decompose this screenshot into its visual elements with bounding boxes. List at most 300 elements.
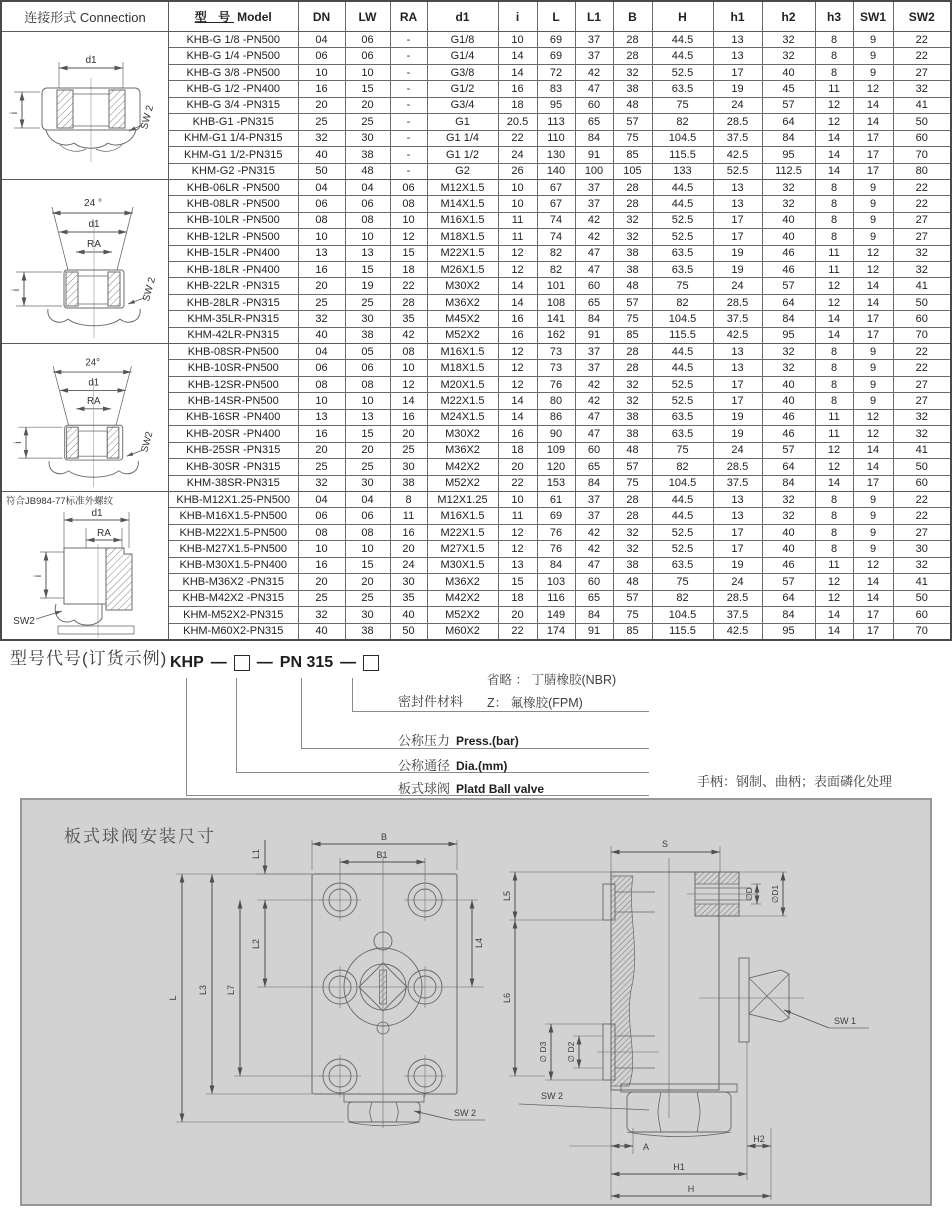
value-cell: 14	[390, 393, 427, 409]
value-cell: 17	[713, 541, 762, 557]
value-cell: 12	[815, 278, 853, 294]
value-cell: M16X1.5	[427, 212, 498, 228]
value-cell: 38	[345, 327, 390, 343]
model-cell: KHB-10SR-PN500	[169, 360, 298, 376]
value-cell: M12X1.25	[427, 492, 498, 508]
table-row	[169, 32, 950, 48]
value-cell: 41	[893, 278, 950, 294]
value-cell: 30	[345, 311, 390, 327]
value-cell: 104.5	[652, 311, 713, 327]
table-row	[169, 541, 950, 557]
value-cell: 05	[345, 344, 390, 360]
model-cell: KHM-35LR-PN315	[169, 311, 298, 327]
value-cell: M52X2	[427, 607, 498, 623]
table-row	[169, 294, 950, 310]
value-cell: 25	[298, 590, 345, 606]
value-cell: 08	[345, 212, 390, 228]
model-cell: KHB-M22X1.5-PN500	[169, 524, 298, 540]
valve-type-label: 板式球阀 Platd Ball valve	[398, 781, 545, 796]
value-cell: 38	[613, 426, 652, 442]
value-cell: 17	[853, 130, 893, 146]
value-cell: 24	[713, 574, 762, 590]
value-cell: 14	[853, 97, 893, 113]
dim-label-sw2: SW2	[13, 616, 35, 627]
value-cell: 8	[815, 64, 853, 80]
value-cell: 20	[498, 459, 537, 475]
value-cell: 57	[613, 294, 652, 310]
value-cell: 91	[575, 147, 613, 163]
col-header-h: H	[652, 2, 713, 31]
side-dim-D3: ∅ D3	[538, 1041, 548, 1063]
value-cell: 42	[390, 327, 427, 343]
value-cell: 28	[613, 492, 652, 508]
value-cell: 24	[713, 97, 762, 113]
dim-label-angle: 24°	[85, 357, 101, 369]
dim-label-ra: RA	[86, 395, 101, 407]
value-cell: 32	[613, 376, 652, 392]
value-cell: 32	[613, 212, 652, 228]
value-cell: 9	[853, 508, 893, 524]
value-cell: 14	[498, 48, 537, 64]
value-cell: M14X1.5	[427, 196, 498, 212]
value-cell: 69	[537, 32, 575, 48]
value-cell: 9	[853, 64, 893, 80]
value-cell: 10	[390, 360, 427, 376]
value-cell: -	[390, 147, 427, 163]
value-cell: M30X1.5	[427, 557, 498, 573]
value-cell: 22	[893, 180, 950, 196]
value-cell: 8	[815, 360, 853, 376]
value-cell: 25	[298, 459, 345, 475]
value-cell: 25	[298, 294, 345, 310]
model-cell: KHM-42LR-PN315	[187, 329, 280, 342]
table-row	[169, 311, 950, 327]
value-cell: 20	[390, 541, 427, 557]
value-cell: 11	[390, 508, 427, 524]
spec-header-row	[2, 2, 950, 32]
value-cell: 38	[390, 475, 427, 491]
value-cell: M18X1.5	[427, 360, 498, 376]
value-cell: 50	[893, 590, 950, 606]
value-cell: 63.5	[652, 81, 713, 97]
col-header-h1: h1	[713, 2, 762, 31]
value-cell: 10	[298, 541, 345, 557]
table-row	[169, 442, 950, 458]
value-cell: 85	[613, 147, 652, 163]
value-cell: M26X1.5	[427, 261, 498, 277]
value-cell: 17	[853, 607, 893, 623]
side-dim-H2: H2	[753, 1134, 765, 1144]
value-cell: 84	[575, 607, 613, 623]
value-cell: 14	[853, 574, 893, 590]
value-cell: 41	[893, 574, 950, 590]
value-cell: 14	[853, 459, 893, 475]
value-cell: 140	[537, 163, 575, 179]
value-cell: 8	[815, 492, 853, 508]
table-row	[169, 278, 950, 294]
model-cell: KHB-M36X2 -PN315	[169, 574, 298, 590]
dim-label-sw2: SW 2	[141, 276, 159, 303]
connection-drawing-cone-lr	[2, 180, 169, 343]
value-cell: 44.5	[652, 344, 713, 360]
value-cell: 70	[893, 623, 950, 639]
value-cell: 76	[537, 524, 575, 540]
value-cell: 10	[390, 212, 427, 228]
value-cell: 75	[613, 607, 652, 623]
value-cell: 60	[893, 130, 950, 146]
value-cell: 06	[390, 180, 427, 196]
value-cell: 32	[762, 32, 815, 48]
value-cell: 37	[575, 48, 613, 64]
value-cell: 08	[345, 524, 390, 540]
value-cell: 13	[498, 557, 537, 573]
drawing-note: 符合JB984-77标准外螺纹	[6, 496, 114, 507]
value-cell: 24	[713, 278, 762, 294]
value-cell: 25	[345, 294, 390, 310]
value-cell: 26	[498, 163, 537, 179]
value-cell: 15	[345, 261, 390, 277]
value-cell: 13	[713, 180, 762, 196]
value-cell: 32	[613, 524, 652, 540]
value-cell: 14	[815, 311, 853, 327]
order-code-dash: —	[210, 654, 227, 671]
value-cell: 06	[345, 360, 390, 376]
value-cell: 11	[498, 212, 537, 228]
value-cell: 27	[893, 212, 950, 228]
front-dim-B: B	[380, 832, 388, 842]
value-cell: 17	[853, 475, 893, 491]
front-dim-B1: B1	[376, 850, 388, 860]
value-cell: 60	[575, 97, 613, 113]
value-cell: 20	[298, 574, 345, 590]
value-cell: 18	[498, 97, 537, 113]
value-cell: 8	[815, 180, 853, 196]
value-cell: 9	[853, 360, 893, 376]
table-row	[169, 574, 950, 590]
value-cell: 13	[345, 245, 390, 261]
side-dim-S: S	[661, 839, 669, 849]
value-cell: 153	[537, 475, 575, 491]
value-cell: 8	[815, 229, 853, 245]
value-cell: 06	[345, 196, 390, 212]
value-cell: 108	[537, 294, 575, 310]
value-cell: 17	[713, 64, 762, 80]
value-cell: 69	[537, 48, 575, 64]
value-cell: 42.5	[713, 623, 762, 639]
value-cell: 50	[893, 294, 950, 310]
table-row	[169, 81, 950, 97]
value-cell: 10	[345, 541, 390, 557]
dim-label-i: i	[33, 574, 44, 578]
value-cell: 44.5	[652, 360, 713, 376]
value-cell: 10	[298, 393, 345, 409]
value-cell: 32	[893, 245, 950, 261]
value-cell: 19	[345, 278, 390, 294]
value-cell: 82	[652, 459, 713, 475]
value-cell: 16	[298, 261, 345, 277]
model-cell: KHB-G 1/2 -PN400	[169, 81, 298, 97]
value-cell: 9	[853, 393, 893, 409]
table-row	[169, 508, 950, 524]
value-cell: 19	[713, 426, 762, 442]
value-cell: 17	[713, 229, 762, 245]
value-cell: M24X1.5	[427, 409, 498, 425]
value-cell: 64	[762, 294, 815, 310]
value-cell: 20	[298, 278, 345, 294]
value-cell: 12	[498, 261, 537, 277]
value-cell: 22	[498, 130, 537, 146]
value-cell: 50	[893, 114, 950, 130]
side-dim-D2: ∅ D2	[566, 1041, 576, 1063]
value-cell: 08	[298, 376, 345, 392]
model-cell: KHB-28LR -PN315	[169, 294, 298, 310]
value-cell: 24	[390, 557, 427, 573]
value-cell: 30	[345, 607, 390, 623]
value-cell: 32	[893, 557, 950, 573]
value-cell: M12X1.5	[427, 180, 498, 196]
male-thread-drawing	[2, 492, 168, 639]
value-cell: 37	[575, 360, 613, 376]
value-cell: G1/4	[427, 48, 498, 64]
value-cell: 48	[613, 574, 652, 590]
value-cell: M36X2	[427, 294, 498, 310]
order-code-box-2	[363, 655, 379, 671]
value-cell: 16	[298, 557, 345, 573]
handle-note: 手柄：钢制、曲柄；表面磷化处理	[697, 774, 893, 789]
order-code-dash: —	[256, 654, 273, 671]
value-cell: 75	[613, 130, 652, 146]
dim-label-angle: 24 °	[84, 198, 102, 209]
value-cell: 82	[537, 261, 575, 277]
value-cell: M22X1.5	[427, 245, 498, 261]
value-cell: 84	[762, 311, 815, 327]
value-cell: 12	[498, 541, 537, 557]
model-cell: KHB-08SR-PN500	[169, 344, 298, 360]
value-cell: 9	[853, 541, 893, 557]
diameter-label: 公称通径 Dia.(mm)	[398, 758, 508, 773]
value-cell: 64	[762, 459, 815, 475]
value-cell: 28	[613, 360, 652, 376]
value-cell: 11	[498, 508, 537, 524]
installation-title: 板式球阀安装尺寸	[64, 827, 216, 846]
value-cell: 20	[345, 574, 390, 590]
value-cell: 113	[537, 114, 575, 130]
value-cell: 13	[298, 245, 345, 261]
value-cell: 17	[853, 327, 893, 343]
value-cell: 28	[613, 48, 652, 64]
col-header-ra: RA	[390, 2, 427, 31]
col-header-lw: LW	[345, 2, 390, 31]
value-cell: 48	[613, 442, 652, 458]
value-cell: 8	[390, 492, 427, 508]
value-cell: 14	[815, 607, 853, 623]
value-cell: 14	[498, 278, 537, 294]
value-cell: 12	[815, 294, 853, 310]
value-cell: 28.5	[713, 114, 762, 130]
value-cell: 149	[537, 607, 575, 623]
value-cell: 104.5	[652, 130, 713, 146]
value-cell: 84	[537, 557, 575, 573]
dim-label-i: i	[9, 111, 20, 115]
value-cell: 13	[713, 48, 762, 64]
model-cell: KHM-M60X2-PN315	[183, 625, 284, 638]
value-cell: 22	[498, 623, 537, 639]
value-cell: 22	[893, 48, 950, 64]
model-cell: KHB-20SR -PN400	[169, 426, 298, 442]
order-code-box-1	[234, 655, 250, 671]
value-cell: 60	[893, 475, 950, 491]
seal-option-nbr: 省略 ： 丁腈橡胶(NBR)	[487, 673, 617, 687]
value-cell: 06	[345, 48, 390, 64]
value-cell: 11	[815, 409, 853, 425]
value-cell: 12	[853, 261, 893, 277]
order-code-dash: —	[340, 654, 357, 671]
value-cell: 57	[613, 590, 652, 606]
value-cell: 14	[815, 130, 853, 146]
table-row	[169, 557, 950, 573]
value-cell: 65	[575, 294, 613, 310]
side-dim-D1: ∅D1	[770, 884, 780, 904]
value-cell: 65	[575, 590, 613, 606]
value-cell: 06	[298, 196, 345, 212]
dim-label-sw2: SW2	[139, 430, 156, 454]
table-row	[169, 97, 950, 113]
value-cell: 13	[713, 508, 762, 524]
front-dim-L3: L3	[198, 984, 208, 996]
value-cell: 52.5	[713, 163, 762, 179]
front-dim-L: L	[168, 995, 178, 1001]
model-cell: KHB-M16X1.5-PN500	[169, 508, 298, 524]
value-cell: 75	[652, 97, 713, 113]
value-cell: 162	[537, 327, 575, 343]
value-cell: 11	[815, 245, 853, 261]
value-cell: 08	[390, 196, 427, 212]
value-cell: 91	[575, 623, 613, 639]
value-cell: 37	[575, 180, 613, 196]
table-row	[169, 114, 950, 130]
value-cell: 30	[345, 475, 390, 491]
spec-body-1	[169, 32, 950, 179]
value-cell: 67	[537, 196, 575, 212]
value-cell: 40	[762, 64, 815, 80]
model-cell: KHB-12SR-PN500	[169, 376, 298, 392]
value-cell: 14	[498, 393, 537, 409]
cone-fitting-drawing-sr	[2, 344, 168, 491]
value-cell: 42	[575, 229, 613, 245]
value-cell: 32	[298, 311, 345, 327]
value-cell: 8	[815, 508, 853, 524]
value-cell: -	[390, 32, 427, 48]
value-cell: 32	[762, 196, 815, 212]
value-cell: 13	[713, 360, 762, 376]
value-cell: 46	[762, 557, 815, 573]
value-cell: 57	[613, 114, 652, 130]
value-cell: 8	[815, 393, 853, 409]
value-cell: 40	[762, 229, 815, 245]
value-cell: M42X2	[427, 459, 498, 475]
table-row	[169, 607, 950, 623]
order-code-title: 型号代号(订货示例)	[10, 649, 168, 668]
value-cell: 06	[345, 32, 390, 48]
value-cell: M36X2	[427, 574, 498, 590]
value-cell: 10	[345, 64, 390, 80]
straight-fitting-drawing	[2, 32, 168, 179]
value-cell: 100	[575, 163, 613, 179]
value-cell: 04	[298, 492, 345, 508]
connection-drawing-male	[2, 492, 169, 639]
value-cell: 06	[298, 48, 345, 64]
model-cell: KHB-M12X1.25-PN500	[169, 492, 298, 508]
value-cell: 22	[498, 475, 537, 491]
value-cell: 44.5	[652, 196, 713, 212]
value-cell: 12	[853, 557, 893, 573]
value-cell: 86	[537, 409, 575, 425]
table-row	[169, 64, 950, 80]
value-cell: 12	[853, 245, 893, 261]
value-cell: 73	[537, 360, 575, 376]
value-cell: 16	[498, 327, 537, 343]
value-cell: 42	[575, 376, 613, 392]
value-cell: 28	[390, 294, 427, 310]
value-cell: 8	[815, 48, 853, 64]
model-cell: KHB-M27X1.5-PN500	[169, 541, 298, 557]
table-row	[169, 212, 950, 228]
seal-material-label: 密封件材料	[398, 694, 464, 709]
value-cell: 63.5	[652, 557, 713, 573]
value-cell: 14	[815, 147, 853, 163]
cone-fitting-drawing-lr	[2, 180, 168, 343]
value-cell: 84	[762, 475, 815, 491]
value-cell: 46	[762, 409, 815, 425]
table-row	[169, 196, 950, 212]
value-cell: 104.5	[652, 607, 713, 623]
value-cell: 28	[613, 32, 652, 48]
value-cell: 60	[575, 278, 613, 294]
value-cell: 38	[613, 261, 652, 277]
value-cell: 9	[853, 229, 893, 245]
side-dim-SW1: SW 1	[834, 1016, 857, 1026]
value-cell: 22	[893, 196, 950, 212]
value-cell: 52.5	[652, 64, 713, 80]
value-cell: 9	[853, 180, 893, 196]
table-row	[169, 245, 950, 261]
value-cell: 115.5	[652, 623, 713, 639]
value-cell: 38	[345, 623, 390, 639]
value-cell: 50	[298, 163, 345, 179]
model-cell: KHB-10LR -PN500	[169, 212, 298, 228]
value-cell: 63.5	[652, 261, 713, 277]
value-cell: 20.5	[498, 114, 537, 130]
value-cell: 15	[345, 557, 390, 573]
value-cell: 12	[498, 360, 537, 376]
value-cell: 67	[537, 180, 575, 196]
table-row	[169, 344, 950, 360]
value-cell: 14	[815, 327, 853, 343]
value-cell: 52.5	[652, 541, 713, 557]
value-cell: 37.5	[713, 130, 762, 146]
value-cell: 16	[498, 426, 537, 442]
table-row	[169, 180, 950, 196]
installation-panel	[20, 798, 932, 1206]
value-cell: 11	[815, 81, 853, 97]
model-cell: KHB-25SR -PN315	[169, 442, 298, 458]
value-cell: 42	[575, 64, 613, 80]
value-cell: -	[390, 114, 427, 130]
value-cell: 44.5	[652, 48, 713, 64]
model-cell: KHB-12LR -PN500	[169, 229, 298, 245]
front-dim-L1: L1	[251, 848, 261, 860]
value-cell: 32	[893, 261, 950, 277]
